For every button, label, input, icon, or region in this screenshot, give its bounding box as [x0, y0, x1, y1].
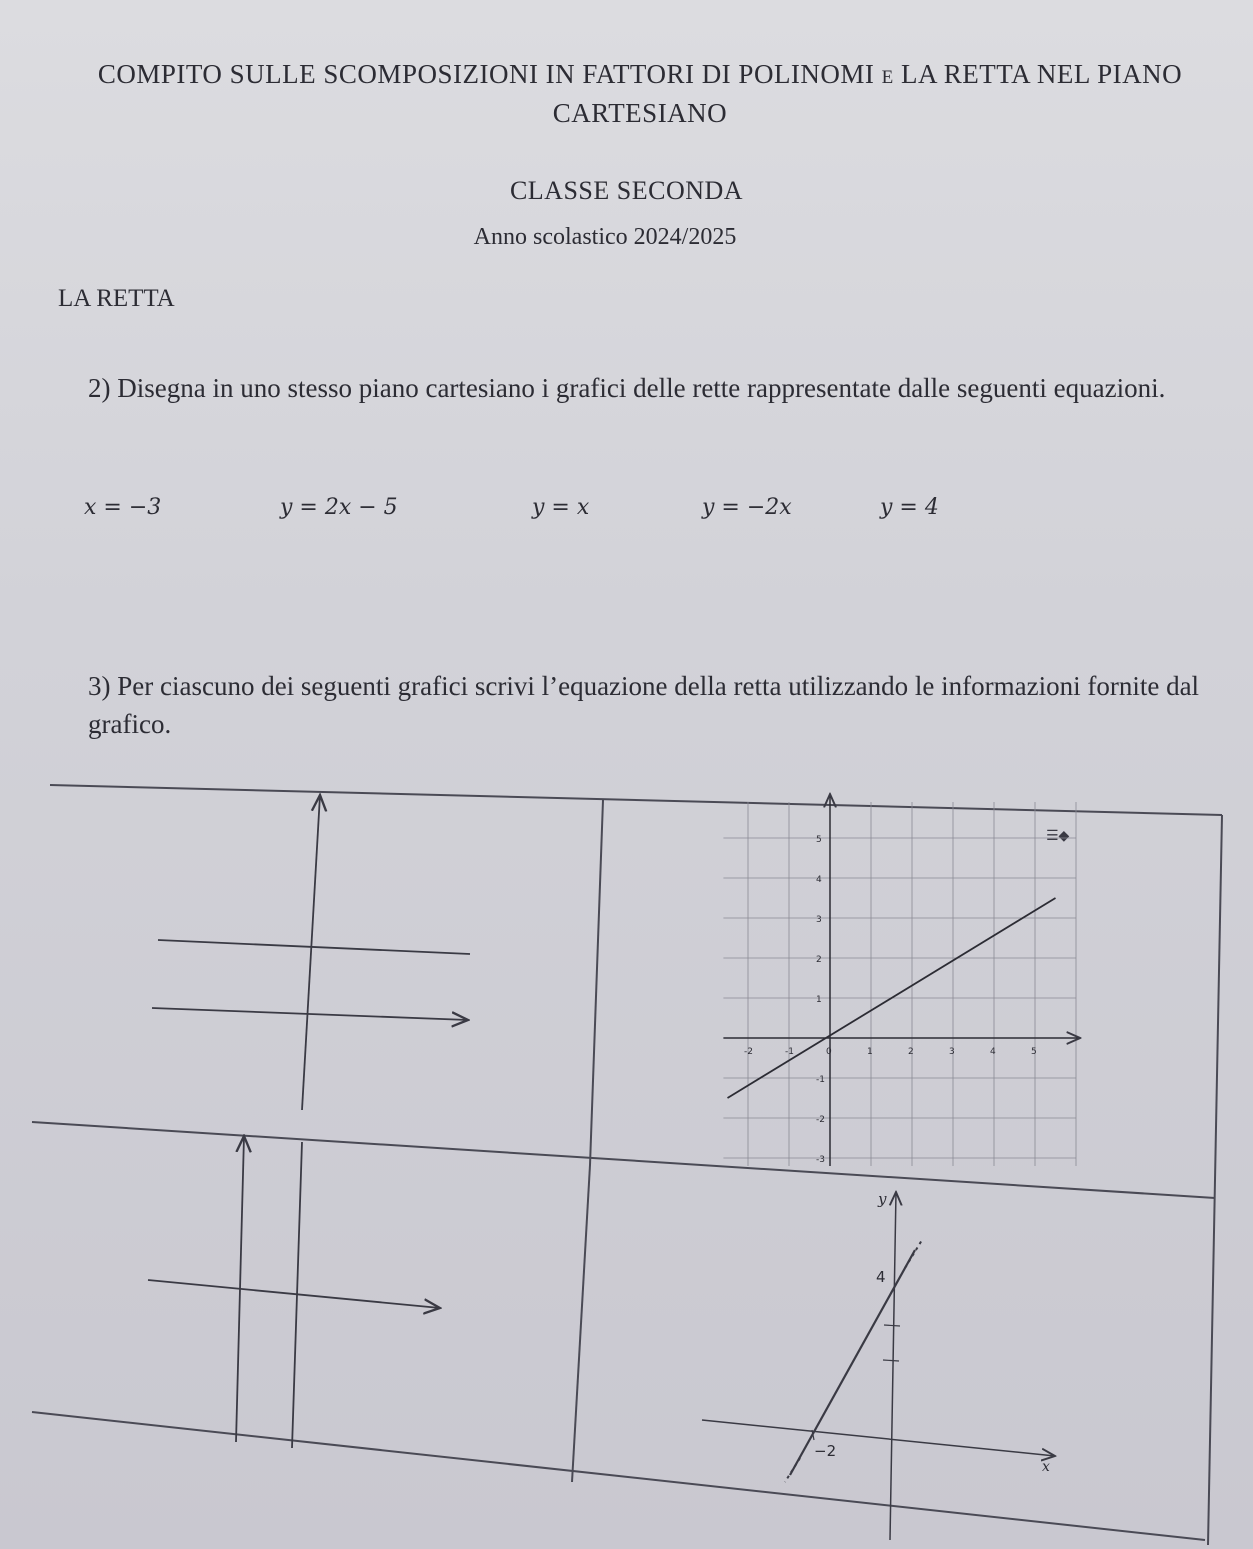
graph2-x-tick-label: 1	[867, 1047, 873, 1057]
equation-2: y = 2x − 5	[280, 495, 398, 520]
graph4-tick-2	[883, 1360, 899, 1361]
graph2-y-tick-label: 5	[816, 835, 822, 845]
question-3-text: 3) Per ciascuno dei seguenti grafici scrivi l’equazione della retta utilizzando le informazioni fornite dal grafico.	[88, 671, 1200, 739]
graph4-y-axis	[890, 1192, 896, 1540]
frame-right	[1208, 815, 1222, 1545]
graph2-y-tick-label: 4	[816, 875, 822, 885]
graph2-y-tick-label: 2	[816, 955, 822, 965]
graph2-x-tick-label: 0	[826, 1047, 832, 1057]
graph4-tick-1	[884, 1325, 900, 1326]
section-title: LA RETTA	[58, 285, 175, 312]
graph4-y-intercept-label: 4	[876, 1268, 886, 1286]
graph2-y-tick-label: 1	[816, 995, 822, 1005]
graphs-area	[0, 770, 1253, 1549]
graph2-x-tick-label: 2	[908, 1047, 914, 1057]
graph2-y-tick-label: -3	[816, 1155, 825, 1165]
equation-5: y = 4	[880, 495, 939, 520]
class-label: CLASSE SECONDA	[509, 176, 744, 205]
table-frame	[32, 785, 1222, 1545]
graph2-x-tick-label: -2	[744, 1047, 753, 1057]
frame-vertical-bottom	[572, 1165, 590, 1482]
frame-top	[50, 785, 1222, 815]
graph2-menu-icon-glyph: ☰◆	[1046, 828, 1070, 844]
graph4-x-intercept-label: −2	[814, 1442, 837, 1460]
equation-1: x = −3	[84, 495, 162, 520]
graph4-x-label: x	[1042, 1459, 1050, 1475]
graph2-x-tick-label: -1	[785, 1047, 794, 1057]
school-year: Anno scolastico 2024/2025	[473, 224, 737, 250]
page-title: COMPITO SULLE SCOMPOSIZIONI IN FATTORI DI POLINOMI e LA RETTA NEL PIANO CARTESIANO	[97, 59, 1183, 129]
graph4-x-axis	[702, 1420, 1055, 1456]
graph-top-right	[723, 794, 1080, 1166]
graph4-line	[790, 1250, 915, 1475]
graph2-y-tick-label: 3	[816, 915, 822, 925]
graph2-x-tick-label: 4	[990, 1047, 996, 1057]
graph1-horizontal-line	[158, 940, 470, 954]
frame-vertical-top	[590, 800, 603, 1165]
graph3-x-axis	[148, 1280, 440, 1308]
graph4-y-label: y	[878, 1190, 887, 1208]
graph-bottom-right	[702, 1192, 1055, 1540]
equation-4: y = −2x	[702, 495, 792, 520]
frame-middle	[32, 1122, 1215, 1198]
graph2-x-tick-label: 3	[949, 1047, 955, 1057]
graph-bottom-left	[148, 1136, 440, 1448]
graph2-x-tick-label: 5	[1031, 1047, 1037, 1057]
graph1-y-axis	[302, 795, 320, 1110]
equation-3: y = x	[532, 495, 590, 520]
graph2-y-tick-label: -1	[816, 1075, 825, 1085]
frame-bottom	[32, 1412, 1205, 1540]
graph1-x-axis	[152, 1008, 468, 1020]
graph2-y-tick-label: -2	[816, 1115, 825, 1125]
graph-top-left	[152, 795, 470, 1110]
question-2-text: 2) Disegna in uno stesso piano cartesiano i grafici delle rette rappresentate dalle seguenti equazioni.	[88, 373, 1166, 403]
